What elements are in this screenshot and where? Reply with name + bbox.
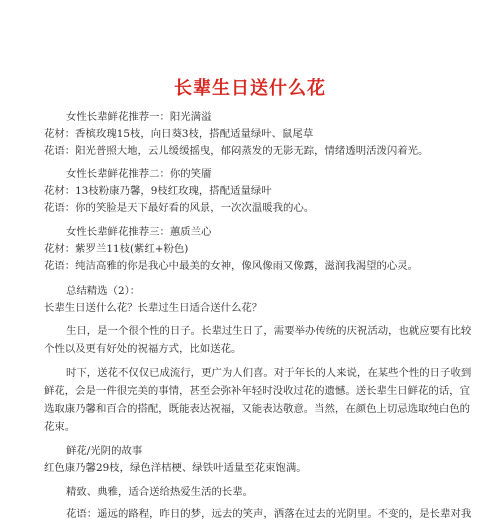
paragraph-line: 女性长辈鲜花推荐二：你的笑靥 (66, 168, 212, 180)
paragraph-line: 选取康乃馨和百合的搭配，既能表达祝福，又能表达敬意。当然，在颜色上切忌选取纯白色的 (44, 403, 471, 415)
paragraph-line: 花语：遥远的路程，昨日的梦，远去的笑声，洒落在过去的光阴里。不变的，是长辈对我 (66, 508, 472, 520)
paragraph-line: 鲜花/光阴的故事 (66, 445, 143, 457)
paragraph-line: 个性以及更有好处的祝福方式，比如送花。 (44, 343, 242, 355)
paragraph-line: 总结精选（2）： (66, 285, 141, 297)
paragraph-line: 花束。 (44, 421, 76, 433)
paragraph-line: 红色康乃馨29枝，绿色洋桔梗、绿铁叶适量至花束饱满。 (44, 462, 307, 474)
paragraph-line: 花语：纯洁高雅的你是我心中最美的女神，像风像雨又像露，滋润我渴望的心灵。 (44, 260, 419, 272)
page-title: 长辈生日送什么花 (174, 78, 326, 99)
paragraph-line: 精致、典雅，适合送给热爱生活的长辈。 (66, 486, 254, 498)
paragraph-line: 长辈生日送什么花？长辈过生日适合送什么花？ (44, 302, 263, 314)
paragraph-line: 女性长辈鲜花推荐一：阳光满溢 (66, 111, 212, 123)
paragraph-line: 花语：你的笑脸是天下最好看的风景，一次次温暖我的心。 (44, 202, 315, 214)
paragraph-line: 生日，是一个很个性的日子。长辈过生日了，需要举办传统的庆祝活动，也就应要有比较 (66, 325, 472, 337)
paragraph-line: 女性长辈鲜花推荐三：蕙质兰心 (66, 226, 212, 238)
paragraph-line: 花语：阳光普照大地，云儿缓缓摇曳，郁闷蒸发的无影无踪，情绪透明活泼闪着光。 (44, 145, 429, 157)
paragraph-line: 时下，送花不仅仅已成流行，更广为人们喜。对于年长的人来说，在某些个性的日子收到 (66, 367, 472, 379)
paragraph-line: 花材：香槟玫瑰15枝，向日葵3枝，搭配适量绿叶、鼠尾草 (44, 128, 314, 140)
paragraph-line: 花材：紫罗兰11枝(紫红+粉色) (44, 243, 189, 255)
paragraph-line: 鲜花，会是一件很完美的事情，甚至会弥补年轻时没收过花的遗憾。送长辈生日鲜花的话，宜 (44, 385, 471, 397)
paragraph-line: 花材：13枝粉康乃馨，9枝红玫瑰，搭配适量绿叶 (44, 185, 272, 197)
